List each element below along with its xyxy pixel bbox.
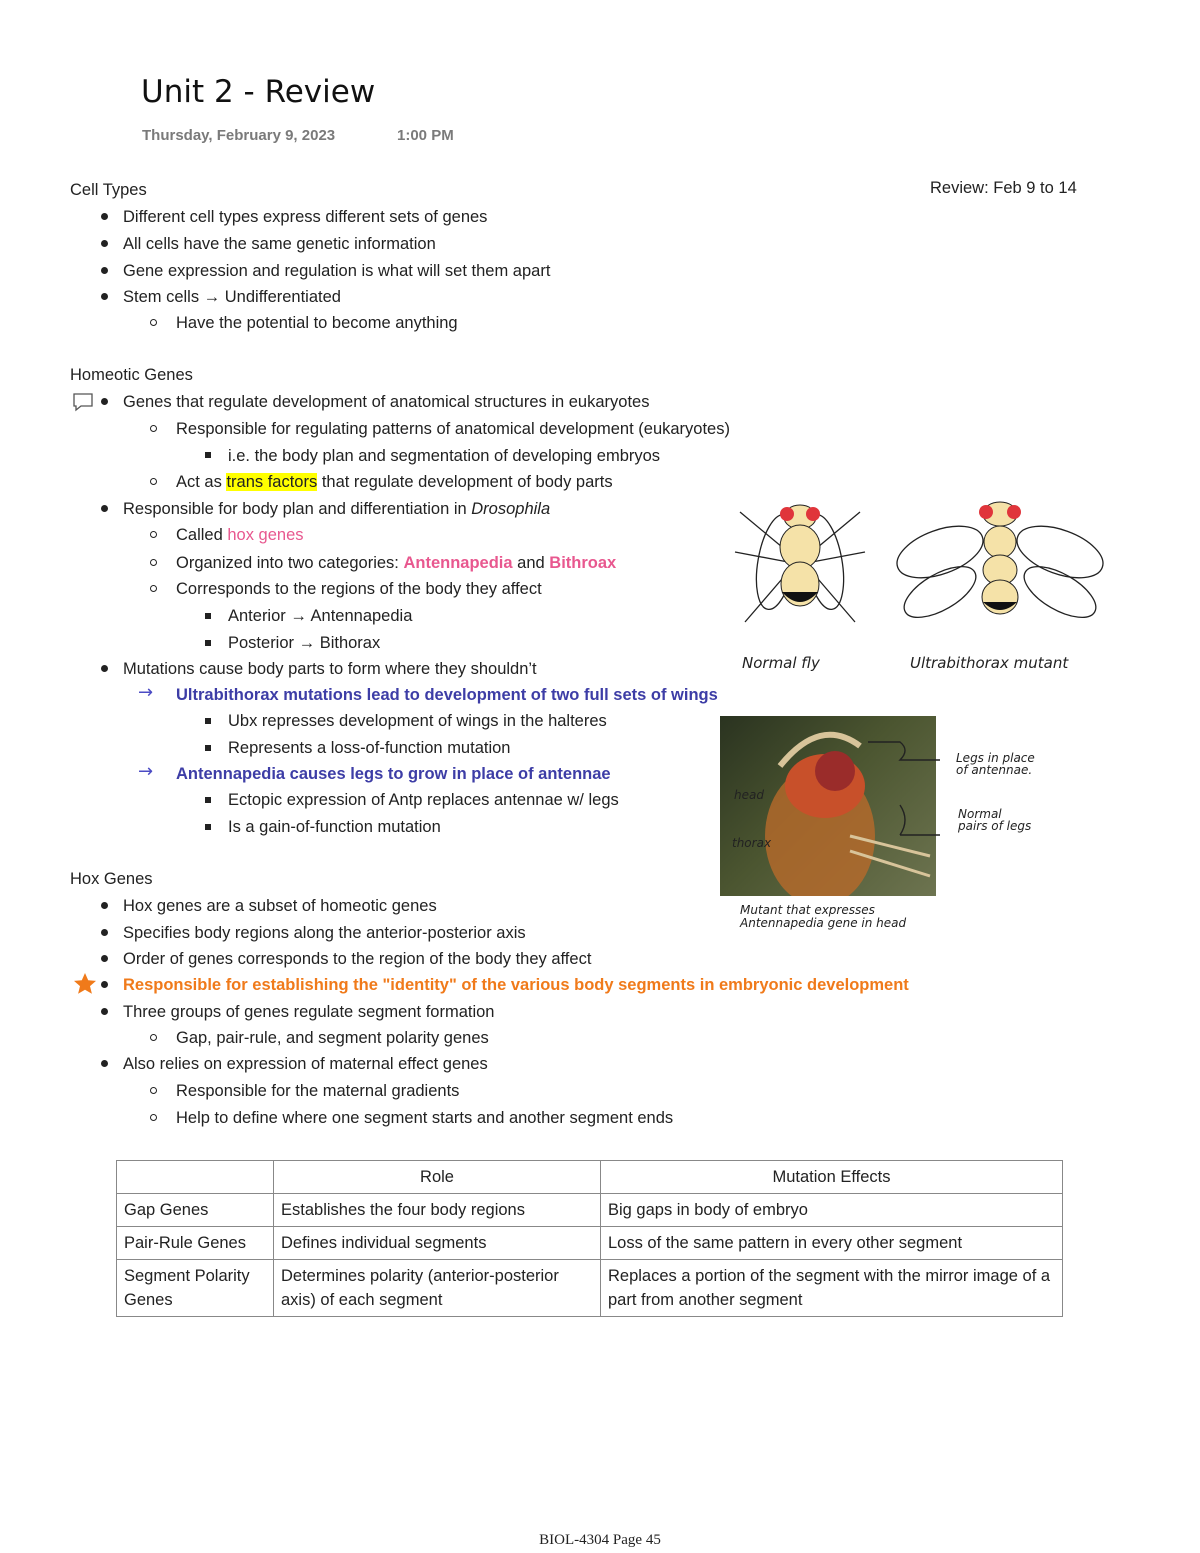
sub-bullet — [150, 478, 157, 485]
cell-types-heading: Cell Types — [70, 181, 147, 199]
text: Legs in place — [956, 751, 1035, 765]
hox-heading: Hox Genes — [70, 870, 153, 888]
sub-sub-bullet — [205, 824, 211, 830]
list-item: Posterior → Bithorax — [228, 634, 381, 652]
sub-bullet — [150, 559, 157, 566]
list-item — [176, 552, 616, 574]
list-item: Anterior → Antennapedia — [228, 607, 413, 625]
page-date: Thursday, February 9, 2023 — [142, 127, 336, 144]
bullet — [101, 665, 108, 672]
annotation-lines — [860, 730, 960, 850]
table-cell: Establishes the four body regions — [274, 1194, 601, 1227]
table-cell: Determines polarity (anterior-posterior axis) of each segment — [274, 1260, 601, 1317]
sub-sub-bullet — [205, 452, 211, 458]
list-item: Gene expression and regulation is what will set them apart — [123, 262, 551, 280]
photo-label-normal-legs — [958, 808, 1031, 832]
sub-sub-bullet — [205, 640, 211, 646]
list-item — [176, 524, 304, 546]
bullet — [101, 240, 108, 247]
text: Normal — [958, 807, 1002, 821]
table-row — [117, 1260, 1063, 1317]
table-cell: Gap Genes — [117, 1194, 274, 1227]
homeotic-heading: Homeotic Genes — [70, 366, 193, 384]
bullet — [101, 267, 108, 274]
bullet — [101, 1060, 108, 1067]
table-cell: Pair-Rule Genes — [117, 1227, 274, 1260]
list-item: Help to define where one segment starts and another segment ends — [176, 1109, 674, 1127]
table-cell: Loss of the same pattern in every other segment — [601, 1227, 1063, 1260]
pink-text: Bithroax — [549, 554, 617, 572]
sub-sub-bullet — [205, 718, 211, 724]
gene-table — [116, 1160, 1063, 1317]
list-item — [176, 471, 613, 493]
page-footer: BIOL-4304 Page 45 — [539, 1532, 661, 1548]
list-item: Order of genes corresponds to the region of the body they affect — [123, 950, 592, 968]
list-item: Stem cells → Undifferentiated — [123, 288, 341, 306]
table-cell: Segment Polarity Genes — [117, 1260, 274, 1317]
page-title: Unit 2 - Review — [141, 74, 376, 110]
list-item: Corresponds to the regions of the body they affect — [176, 580, 542, 598]
photo-label-head: head — [734, 788, 764, 802]
sub-sub-bullet — [205, 797, 211, 803]
list-item: Antennapedia causes legs to grow in place of antennae — [176, 765, 611, 783]
sub-bullet — [150, 585, 157, 592]
arrow-icon: → — [138, 761, 154, 782]
bullet — [101, 955, 108, 962]
text: that regulate development of body parts — [317, 473, 613, 491]
review-note: Review: Feb 9 to 14 — [930, 179, 1077, 197]
list-item — [123, 498, 550, 520]
list-item: Ultrabithorax mutations lead to development of two full sets of wings — [176, 686, 718, 704]
text: Antennapedia gene in head — [740, 916, 907, 930]
highlighted-text: trans factors — [226, 473, 318, 491]
table-row — [117, 1227, 1063, 1260]
sub-bullet — [150, 1087, 157, 1094]
bullet — [101, 929, 108, 936]
photo-caption — [740, 904, 906, 930]
list-item: Three groups of genes regulate segment formation — [123, 1003, 495, 1021]
sub-bullet — [150, 1034, 157, 1041]
table-cell: Replaces a portion of the segment with the mirror image of a part from another segment — [601, 1260, 1063, 1317]
comment-icon[interactable] — [72, 392, 94, 412]
mutant-fly-caption: Ultrabithorax mutant — [910, 654, 1069, 672]
italic-text: Drosophila — [471, 500, 551, 518]
list-item: Responsible for establishing the "identity" of the various body segments in embryonic development — [123, 976, 909, 994]
text: Mutant that expresses — [740, 903, 875, 917]
sub-sub-bullet — [205, 745, 211, 751]
list-item: Is a gain-of-function mutation — [228, 818, 441, 836]
text: Act as — [176, 473, 227, 491]
list-item: Gap, pair-rule, and segment polarity genes — [176, 1029, 489, 1047]
list-item: Different cell types express different sets of genes — [123, 208, 488, 226]
table-header: Mutation Effects — [601, 1161, 1063, 1194]
table-header — [117, 1161, 274, 1194]
table-row — [117, 1194, 1063, 1227]
text: of antennae. — [956, 763, 1033, 777]
pink-text: Antennapedia — [403, 554, 513, 572]
list-item: i.e. the body plan and segmentation of developing embryos — [228, 447, 661, 465]
list-item: Specifies body regions along the anterior-posterior axis — [123, 924, 526, 942]
bullet — [101, 1008, 108, 1015]
sub-bullet — [150, 531, 157, 538]
photo-label-thorax: thorax — [732, 836, 772, 850]
text: Called — [176, 526, 228, 544]
bullet — [101, 902, 108, 909]
list-item: Hox genes are a subset of homeotic genes — [123, 897, 437, 915]
text: pairs of legs — [958, 819, 1032, 833]
bullet — [101, 213, 108, 220]
list-item: Ubx represses development of wings in the halteres — [228, 712, 607, 730]
list-item: All cells have the same genetic information — [123, 235, 436, 253]
arrow-icon: → — [138, 682, 154, 703]
sub-bullet — [150, 319, 157, 326]
pink-text: hox genes — [227, 526, 304, 544]
list-item: Mutations cause body parts to form where they shouldn’t — [123, 660, 537, 678]
bullet — [101, 398, 108, 405]
table-cell: Defines individual segments — [274, 1227, 601, 1260]
list-item: Represents a loss-of-function mutation — [228, 739, 511, 757]
list-item: Responsible for regulating patterns of anatomical development (eukaryotes) — [176, 420, 730, 438]
bullet — [101, 981, 108, 988]
table-header-row — [117, 1161, 1063, 1194]
list-item: Genes that regulate development of anatomical structures in eukaryotes — [123, 393, 650, 411]
bullet — [101, 505, 108, 512]
list-item: Also relies on expression of maternal effect genes — [123, 1055, 488, 1073]
list-item: Ectopic expression of Antp replaces antennae w/ legs — [228, 791, 619, 809]
table-header: Role — [274, 1161, 601, 1194]
text: and — [512, 554, 550, 572]
photo-label-legs-place — [956, 752, 1035, 776]
list-item: Responsible for the maternal gradients — [176, 1082, 460, 1100]
star-icon — [73, 972, 97, 996]
normal-fly-caption: Normal fly — [742, 654, 820, 672]
table-cell: Big gaps in body of embryo — [601, 1194, 1063, 1227]
text: Organized into two categories: — [176, 554, 404, 572]
bullet — [101, 293, 108, 300]
list-item: Have the potential to become anything — [176, 314, 458, 332]
page-time: 1:00 PM — [397, 127, 454, 144]
text: Responsible for body plan and differentiation in — [123, 500, 472, 518]
sub-sub-bullet — [205, 613, 211, 619]
sub-bullet — [150, 1114, 157, 1121]
mutant-fly-drawing — [895, 492, 1105, 632]
sub-bullet — [150, 425, 157, 432]
normal-fly-drawing — [730, 492, 870, 652]
